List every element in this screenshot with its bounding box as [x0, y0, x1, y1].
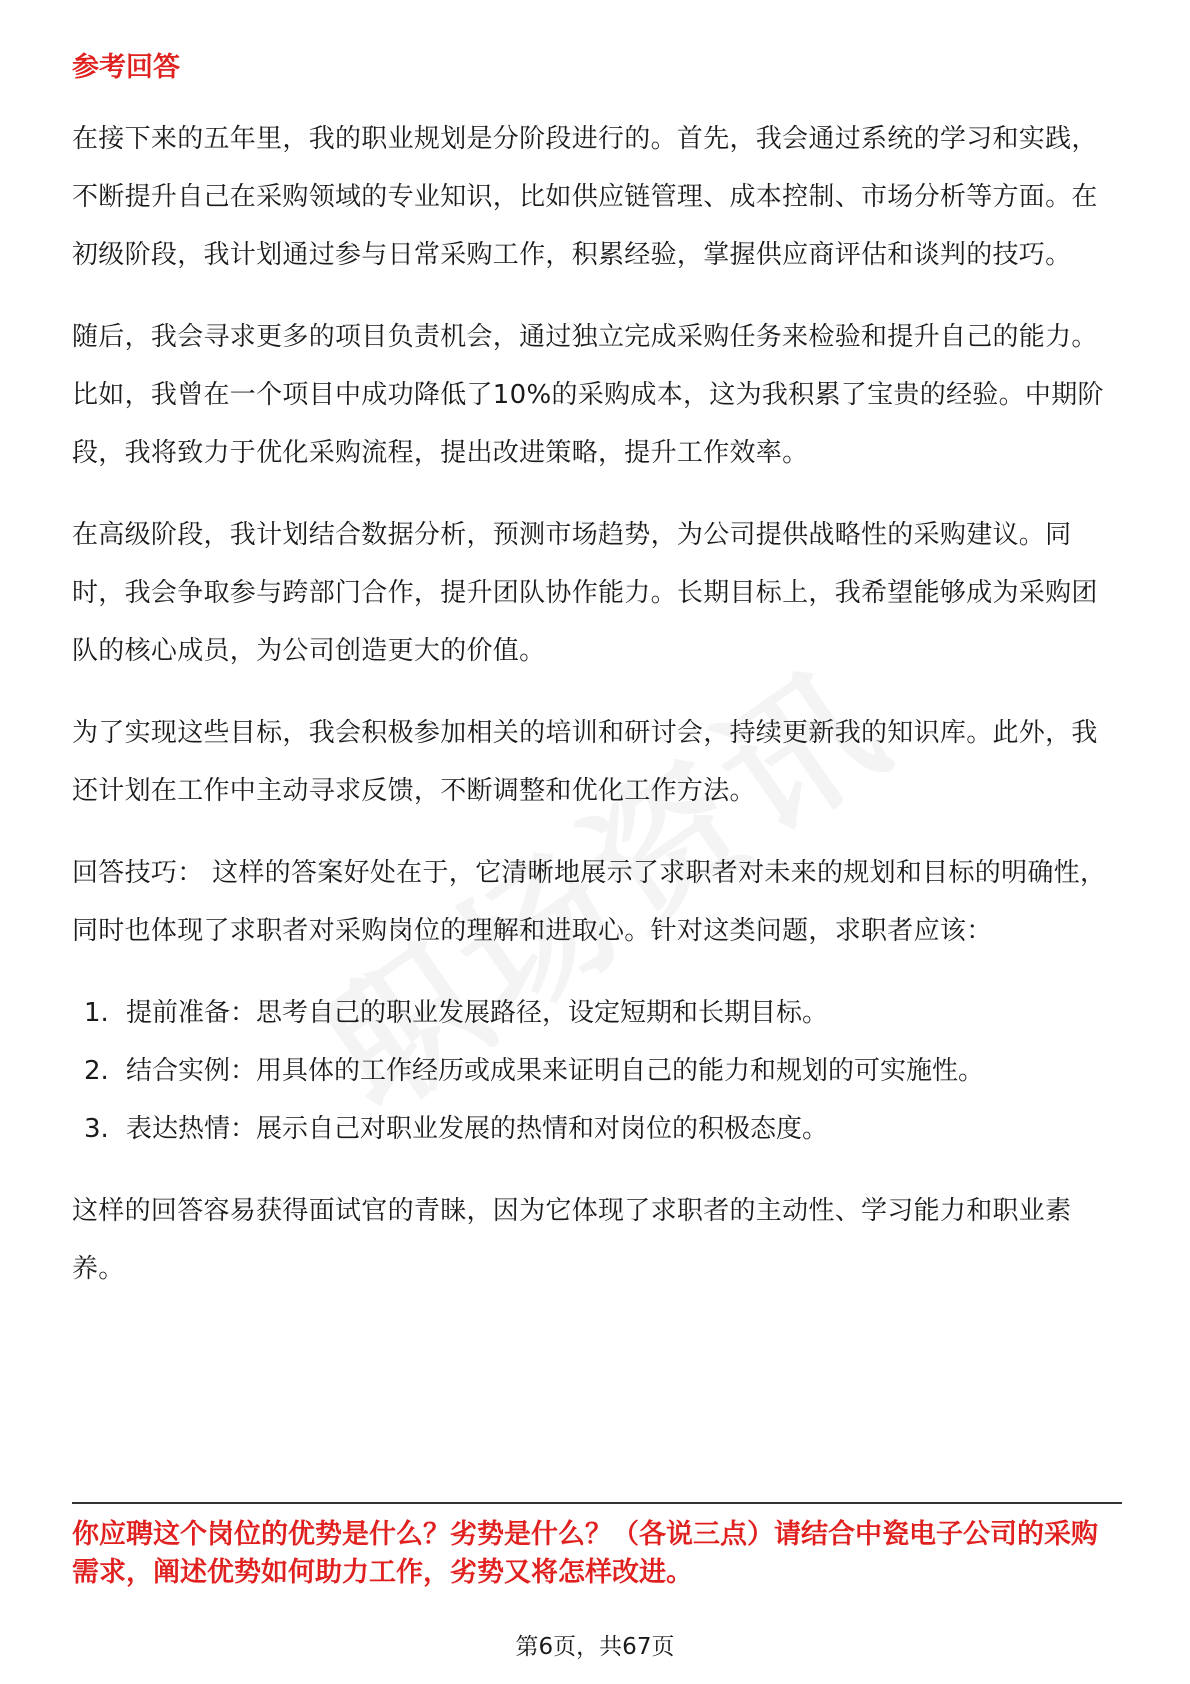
answer-paragraph-1: 在接下来的五年里，我的职业规划是分阶段进行的。首先，我会通过系统的学习和实践，不断提升自己在采购领域的专业知识，比如供应链管理、成本控制、市场分析等方面。在初级阶段，我计划通过参与日常采购工作，积累经验，掌握供应商评估和谈判的技巧。 [72, 124, 1098, 270]
list-item-number: 1. [84, 998, 109, 1028]
tips-intro-paragraph: 回答技巧： 这样的答案好处在于，它清晰地展示了求职者对未来的规划和目标的明确性，同时也体现了求职者对采购岗位的理解和进取心。针对这类问题，求职者应该： [72, 858, 1107, 946]
closing-paragraph: 这样的回答容易获得面试官的青睐，因为它体现了求职者的主动性、学习能力和职业素养。 [72, 1196, 1072, 1284]
tips-list [72, 984, 1122, 1158]
next-question-heading: 你应聘这个岗位的优势是什么？劣势是什么？（各说三点）请结合中瓷电子公司的采购需求，阐述优势如何助力工作，劣势又将怎样改进。 [72, 1519, 1098, 1588]
answer-paragraph-3: 在高级阶段，我计划结合数据分析，预测市场趋势，为公司提供战略性的采购建议。同时，我会争取参与跨部门合作，提升团队协作能力。长期目标上，我希望能够成为采购团队的核心成员，为公司创造更大的价值。 [72, 520, 1098, 666]
list-item [72, 984, 1122, 1042]
page-number: 第6页，共67页 [515, 1634, 675, 1660]
section-title: 参考回答 [72, 52, 180, 83]
list-item-number: 2. [84, 1056, 109, 1086]
list-item-text: 提前准备：思考自己的职业发展路径，设定短期和长期目标。 [126, 998, 829, 1028]
answer-paragraph-2: 随后，我会寻求更多的项目负责机会，通过独立完成采购任务来检验和提升自己的能力。比如，我曾在一个项目中成功降低了10%的采购成本，这为我积累了宝贵的经验。中期阶段，我将致力于优化采购流程，提出改进策略，提升工作效率。 [72, 322, 1104, 468]
section-divider [72, 1502, 1122, 1504]
answer-section [72, 48, 1122, 1322]
answer-paragraph-4: 为了实现这些目标，我会积极参加相关的培训和研讨会，持续更新我的知识库。此外，我还计划在工作中主动寻求反馈，不断调整和优化工作方法。 [72, 718, 1098, 806]
list-item-text: 表达热情：展示自己对职业发展的热情和对岗位的积极态度。 [126, 1114, 829, 1144]
list-item [72, 1042, 1122, 1100]
list-item-text: 结合实例：用具体的工作经历或成果来证明自己的能力和规划的可实施性。 [126, 1056, 985, 1086]
list-item-number: 3. [84, 1114, 109, 1144]
list-item [72, 1100, 1122, 1158]
